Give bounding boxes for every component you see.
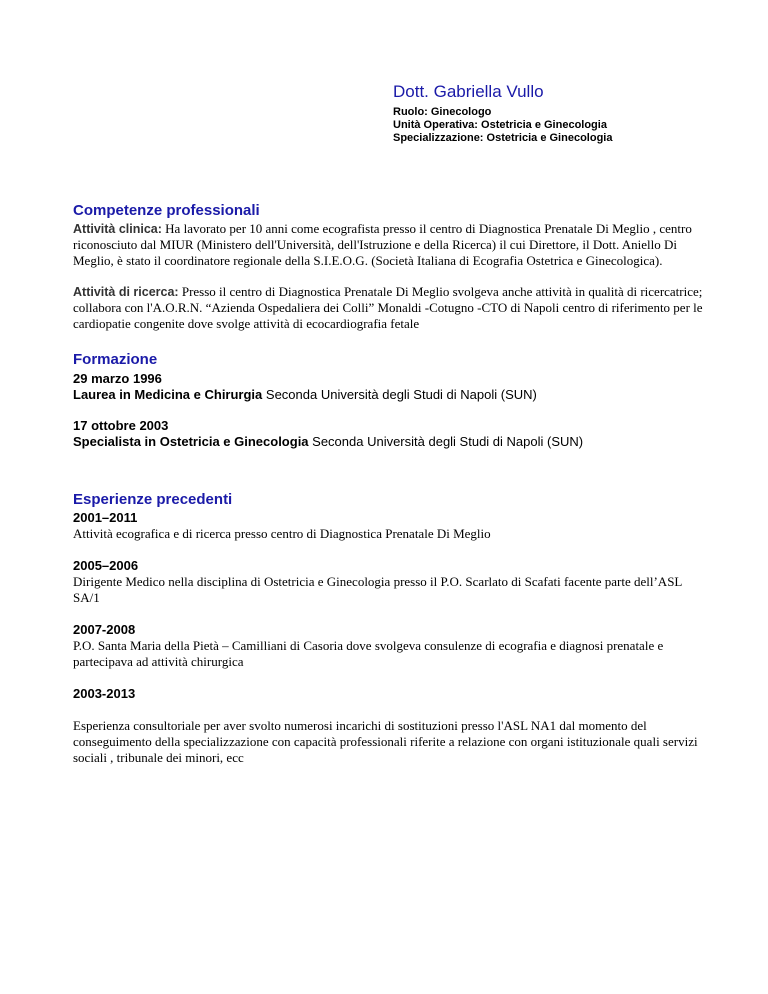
experience-period: 2003-2013	[73, 686, 136, 701]
education-entry	[73, 434, 703, 450]
education-date: 17 ottobre 2003	[73, 418, 169, 433]
section-title-competenze: Competenze professionali	[73, 202, 260, 219]
unit-line: Unità Operativa: Ostetricia e Ginecologia	[393, 119, 607, 131]
experience-period: 2007-2008	[73, 622, 136, 637]
doctor-name: Dott. Gabriella Vullo	[393, 82, 544, 101]
document-body	[73, 202, 703, 766]
education-degree: Laurea in Medicina e Chirurgia	[73, 387, 263, 402]
clinical-activity-label: Attività clinica:	[73, 222, 162, 236]
specialization-line: Specializzazione: Ostetricia e Ginecologia	[393, 132, 613, 144]
experience-period: 2005–2006	[73, 558, 139, 573]
experience-description: Attività ecografica e di ricerca presso centro di Diagnostica Prenatale Di Meglio	[73, 526, 491, 541]
experience-description: P.O. Santa Maria della Pietà – Camilliani di Casoria dove svolgeva consulenze di ecografia e diagnosi prenatale e partecipava ad attività chirurgica	[73, 638, 664, 669]
experience-description: Dirigente Medico nella disciplina di Ostetricia e Ginecologia presso il P.O. Scarlato di Scafati facente parte dell’ASL SA/1	[73, 574, 682, 605]
clinical-activity-text: Ha lavorato per 10 anni come ecografista presso il centro di Diagnostica Prenatale Di Meglio , centro riconosciuto dal MIUR (Ministero dell'Università, dell'Istruzione e della Ricerca) il cui Direttore, il Dott. Aniello Di Meglio, è stato il coordinatore regionale della S.I.E.O.G. (Società Italiana di Ecografia Ostetrica e Ginecologica).	[73, 221, 692, 268]
education-entry	[73, 387, 703, 403]
clinical-activity-paragraph	[73, 221, 703, 269]
section-title-esperienze: Esperienze precedenti	[73, 491, 233, 508]
document-header	[393, 82, 612, 145]
role-line: Ruolo: Ginecologo	[393, 106, 492, 118]
experience-description: Esperienza consultoriale per aver svolto numerosi incarichi di sostituzioni presso l'ASL NA1 dal momento del conseguimento della specializzazione con capacità professionali riferite a relazione con organi istituzionale quali servizi sociali , tribunale dei minori, ecc	[73, 718, 698, 765]
education-date: 29 marzo 1996	[73, 371, 162, 386]
experience-period: 2001–2011	[73, 510, 138, 525]
research-activity-text: Presso il centro di Diagnostica Prenatale Di Meglio svolgeva anche attività in qualità di ricercatrice; collabora con l'A.O.R.N. “Azienda Ospedaliera dei Colli” Monaldi -Cotugno -CTO di Napoli centro di riferimento per le cardiopatie congenite dove svolge attività di ecocardiografia fetale	[73, 284, 703, 331]
education-institution: Seconda Università degli Studi di Napoli (SUN)	[308, 434, 584, 449]
research-activity-label: Attività di ricerca:	[73, 285, 179, 299]
education-institution: Seconda Università degli Studi di Napoli (SUN)	[262, 387, 537, 402]
research-activity-paragraph	[73, 284, 703, 332]
education-degree: Specialista in Ostetricia e Ginecologia	[73, 434, 309, 449]
section-title-formazione: Formazione	[73, 351, 158, 368]
